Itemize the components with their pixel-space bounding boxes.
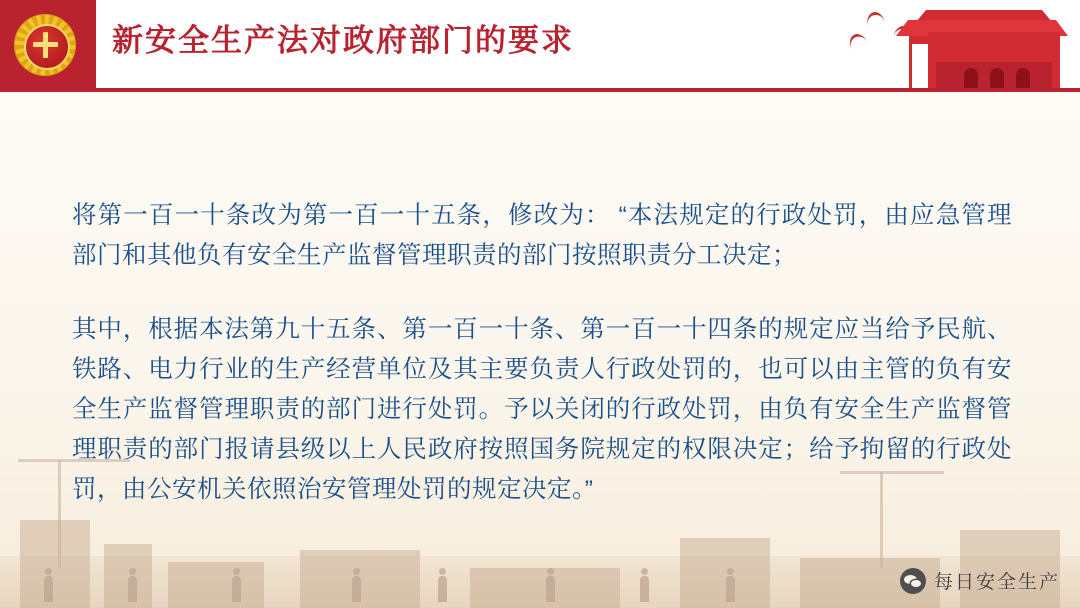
worker-silhouette	[352, 576, 361, 602]
worker-silhouette	[232, 576, 241, 602]
worker-silhouette	[44, 576, 53, 602]
body-paragraph: 其中，根据本法第九十五条、第一百一十条、第一百一十四条的规定应当给予民航、铁路、电力行业的生产经营单位及其主要负责人行政处罚的，也可以由主管的负有安全生产监督管理职责的部门进行处罚。予以关闭的行政处罚，由负有安全生产监督管理职责的部门报请县级以上人民政府按照国务院规定的权限决定；给予拘留的行政处罚，由公安机关依照治安管理处罚的规定决定。”	[72, 316, 1012, 503]
worker-silhouette	[438, 576, 447, 602]
crane-icon	[58, 460, 61, 568]
safety-emblem-icon	[14, 14, 76, 76]
worker-silhouette	[726, 576, 735, 602]
slide-header	[0, 0, 1080, 92]
page-title: 新安全生产法对政府部门的要求	[112, 23, 574, 58]
dove-icon	[846, 31, 868, 50]
slide-body-text	[72, 196, 1012, 510]
building-shape	[680, 538, 770, 608]
gate-door	[990, 68, 1004, 88]
worker-silhouette	[546, 576, 555, 602]
building-shape	[470, 568, 620, 608]
gate-door	[964, 68, 978, 88]
gate-door	[1016, 68, 1030, 88]
flagpole-shape	[909, 28, 912, 88]
worker-silhouette	[640, 576, 649, 602]
wechat-icon	[900, 568, 926, 594]
body-paragraph: 将第一百一十条改为第一百一十五条，修改为： “本法规定的行政处罚，由应急管理部门和其他负有安全生产监督管理职责的部门按照职责分工决定；	[72, 202, 1012, 269]
worker-silhouette	[128, 576, 137, 602]
watermark-label: 每日安全生产	[933, 572, 1060, 593]
dove-icon	[865, 10, 885, 26]
building-shape	[168, 562, 264, 608]
emblem-cross-horizontal	[33, 42, 58, 47]
tiananmen-gate-icon	[820, 0, 1080, 88]
building-shape	[20, 520, 90, 608]
watermark	[900, 567, 1060, 594]
